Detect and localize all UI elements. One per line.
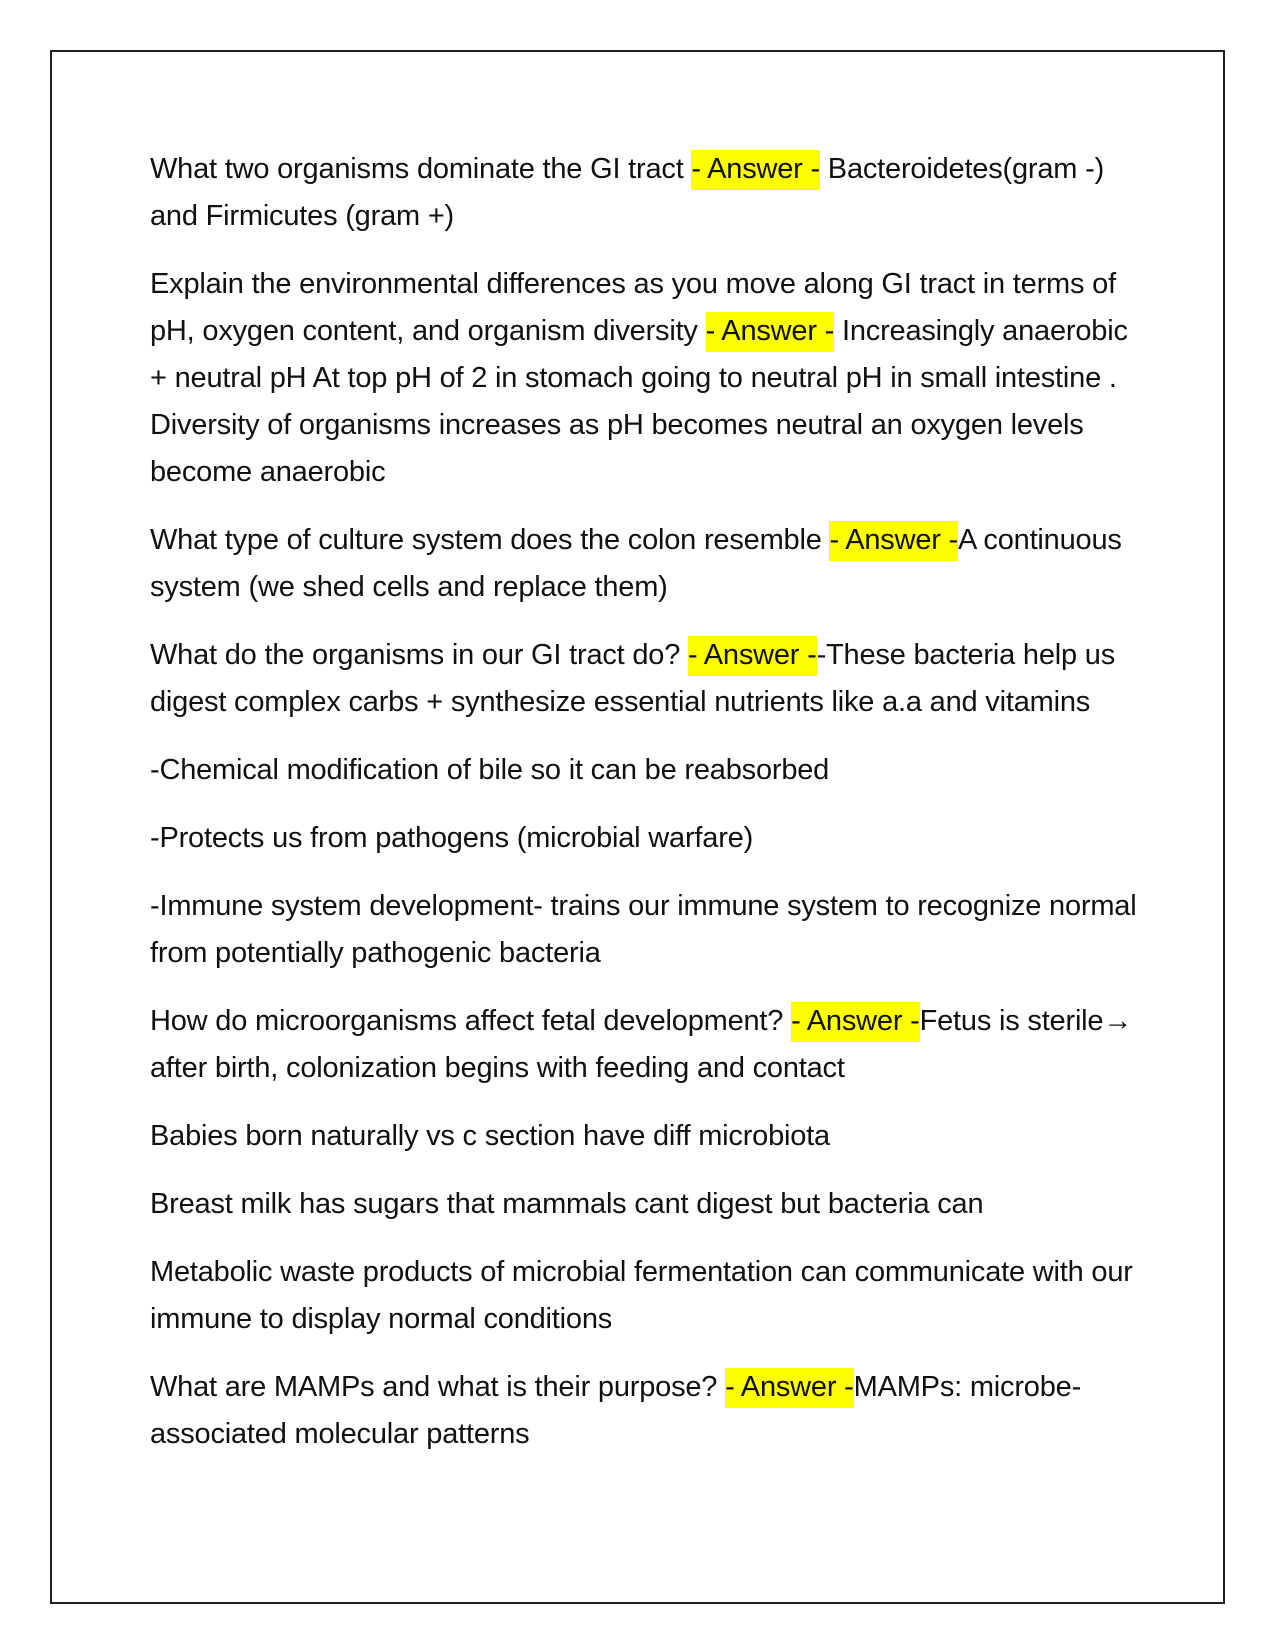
- answer-text: A continuous system (we shed cells and replace them): [150, 524, 1122, 603]
- note-item: -Protects us from pathogens (microbial warfare): [150, 822, 754, 854]
- qa-item: [150, 1364, 1140, 1458]
- note-item: -Immune system development- trains our immune system to recognize normal from potentially pathogenic bacteria: [150, 890, 1137, 969]
- qa-item: [150, 632, 1140, 726]
- question-text: How do microorganisms affect fetal development?: [150, 1005, 792, 1037]
- answer-text: Bacteroidetes(gram -) and Firmicutes (gram +): [150, 153, 1105, 232]
- qa-item: [150, 517, 1140, 611]
- answer-text: MAMPs: microbe-associated molecular patterns: [150, 1371, 1082, 1450]
- qa-item: [150, 146, 1140, 240]
- question-text: What do the organisms in our GI tract do?: [150, 639, 689, 671]
- answer-marker: - Answer -: [691, 150, 820, 190]
- answer-text: -These bacteria help us digest complex carbs + synthesize essential nutrients like a.a and vitamins: [150, 639, 1116, 718]
- question-text: What are MAMPs and what is their purpose?: [150, 1371, 726, 1403]
- note-item: Babies born naturally vs c section have diff microbiota: [150, 1120, 830, 1152]
- note-item: Metabolic waste products of microbial fermentation can communicate with our immune to display normal conditions: [150, 1256, 1133, 1335]
- note-item: Breast milk has sugars that mammals cant digest but bacteria can: [150, 1188, 984, 1220]
- answer-marker: - Answer -: [725, 1368, 854, 1408]
- answer-text: Increasingly anaerobic + neutral pH At top pH of 2 in stomach going to neutral pH in small intestine . Diversity of organisms increases as pH becomes neutral an oxygen levels become anaerobic: [150, 315, 1128, 488]
- document-body: [150, 146, 1140, 1479]
- qa-item: [150, 261, 1140, 496]
- answer-marker: - Answer -: [791, 1002, 920, 1042]
- question-text: Explain the environmental differences as you move along GI tract in terms of pH, oxygen content, and organism diversity: [150, 268, 1116, 347]
- qa-item: [150, 998, 1140, 1092]
- question-text: What type of culture system does the colon resemble: [150, 524, 830, 556]
- answer-text: Fetus is sterile→ after birth, colonization begins with feeding and contact: [150, 1005, 1133, 1084]
- answer-marker: - Answer -: [706, 312, 835, 352]
- answer-marker: - Answer -: [829, 521, 958, 561]
- question-text: What two organisms dominate the GI tract: [150, 153, 692, 185]
- answer-marker: - Answer -: [688, 636, 817, 676]
- note-item: -Chemical modification of bile so it can be reabsorbed: [150, 754, 830, 786]
